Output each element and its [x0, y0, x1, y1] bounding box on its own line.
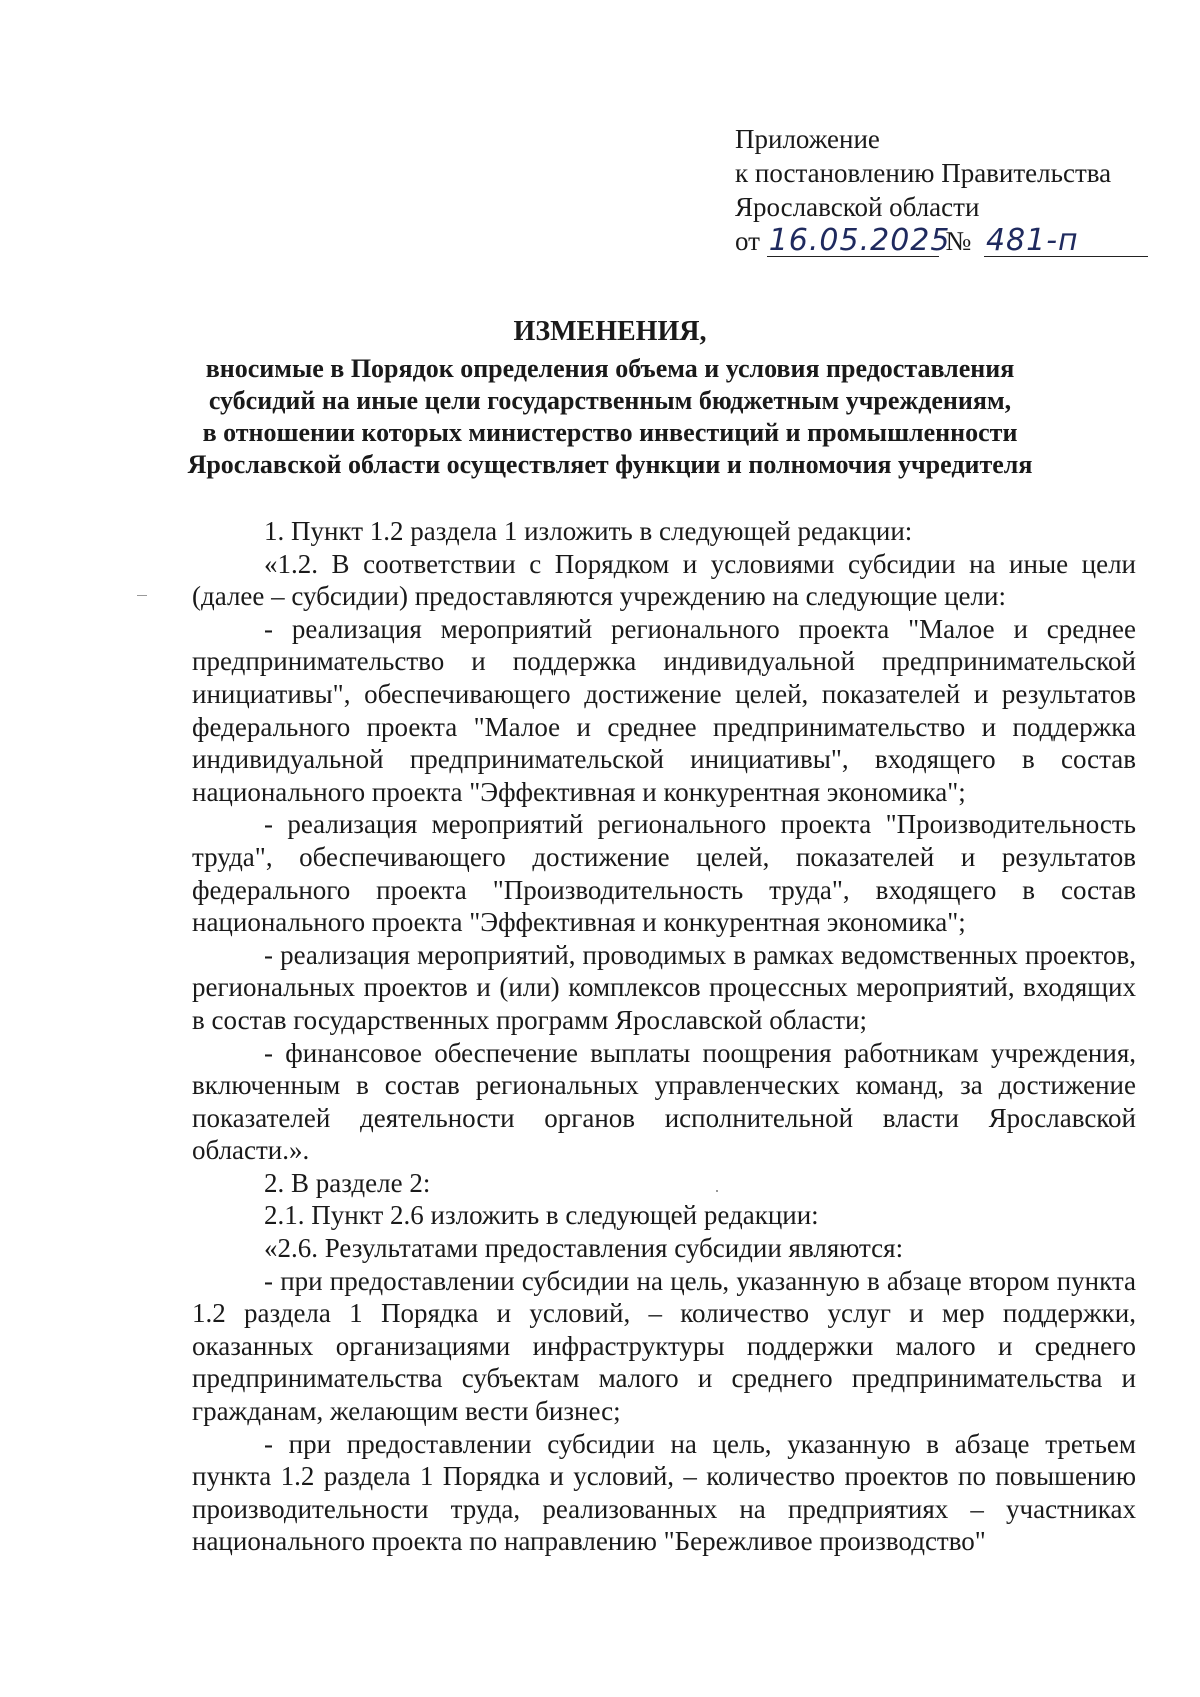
paragraph: - реализация мероприятий, проводимых в рамках ведомственных проектов, региональных проектов и (или) комплексов процессных мероприятий, входящих в состав государственных программ Ярославской области;: [192, 939, 1136, 1035]
title-sub-line: Ярославской области осуществляет функции и полномочия учредителя: [187, 450, 1033, 479]
paragraph: - при предоставлении субсидии на цель, указанную в абзаце третьем пункта 1.2 раздела 1 Порядка и условий, – количество проектов по повышению производительности труда, реализованных на предприятиях – участниках национального проекта по направлению "Бережливое производство": [192, 1428, 1136, 1557]
title-main: ИЗМЕНЕНИЯ,: [513, 316, 707, 347]
document-body: [192, 515, 1136, 1558]
title-sub-line: вносимые в Порядок определения объема и условия предоставления: [205, 354, 1015, 383]
paragraph: - реализация мероприятий регионального проекта "Производительность труда", обеспечивающего достижение целей, показателей и результатов федерального проекта "Производительность труда", входящего в состав национального проекта "Эффективная и конкурентная экономика";: [192, 809, 1136, 938]
appendix-title: Приложение: [735, 124, 880, 154]
handwritten-number: 481-п: [984, 226, 1148, 257]
appendix-date-line: [735, 224, 1165, 258]
paragraph: 2. В разделе 2:: [264, 1167, 431, 1198]
paragraph: - при предоставлении субсидии на цель, указанную в абзаце втором пункта 1.2 раздела 1 Порядка и условий, – количество услуг и мер поддержки, оказанных организациями инфраструктуры поддержки малого и среднего предпринимательства субъектам малого и среднего предпринимательства и гражданам, желающим вести бизнес;: [192, 1265, 1136, 1427]
handwritten-date: 16.05.2025: [768, 223, 951, 258]
date-prefix: от: [735, 226, 760, 256]
title-subtitle: [150, 353, 1070, 481]
paragraph: - финансовое обеспечение выплаты поощрения работникам учреждения, включенным в состав региональных управленческих команд, за достижение показателей деятельности органов исполнительной власти Ярославской области.».: [192, 1037, 1136, 1166]
paragraph: - реализация мероприятий регионального проекта "Малое и среднее предпринимательство и поддержка индивидуальной предпринимательской инициативы", обеспечивающего достижение целей, показателей и результатов федерального проекта "Малое и среднее предпринимательство и поддержка индивидуальной предпринимательской инициативы", входящего в состав национального проекта "Эффективная и конкурентная экономика";: [192, 613, 1136, 807]
paragraph: 1. Пункт 1.2 раздела 1 изложить в следующей редакции:: [264, 516, 913, 546]
number-sign: №: [945, 226, 972, 256]
appendix-resolution-ref: к постановлению Правительства: [735, 158, 1112, 188]
title-sub-line: в отношении которых министерство инвестиций и промышленности: [202, 418, 1018, 447]
paragraph: «2.6. Результатами предоставления субсидии являются:: [264, 1233, 904, 1264]
margin-mark: [137, 595, 147, 596]
title-sub-line: субсидий на иные цели государственным бюджетным учреждениям,: [208, 386, 1012, 415]
document-title: [150, 315, 1070, 481]
paragraph: «1.2. В соответствии с Порядком и условиями субсидии на иные цели (далее – субсидии) предоставляются учреждению на следующие цели:: [192, 548, 1136, 612]
paragraph: 2.1. Пункт 2.6 изложить в следующей редакции:: [264, 1200, 819, 1231]
appendix-region: Ярославской области: [735, 192, 980, 222]
appendix-block: [735, 122, 1165, 258]
